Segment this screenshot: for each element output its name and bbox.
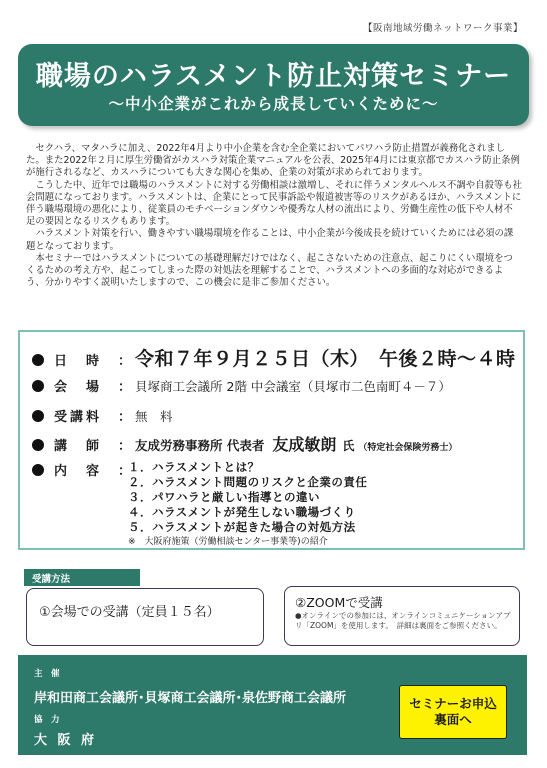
apply-button-line1: セミナーお申込 <box>409 696 497 711</box>
colon: ： <box>118 380 132 395</box>
venue-row <box>32 376 451 395</box>
venue-attendance-option <box>26 588 264 646</box>
zoom-attendance-option <box>284 586 520 646</box>
venue-value: 貝塚商工会議所 2階 中会議室（貝塚市二色南町４－７） <box>135 379 451 394</box>
apply-button-line2: 裏面へ <box>434 712 472 727</box>
venue-option-label: ①会場での受講（定員１５名） <box>39 605 220 620</box>
seminar-details <box>18 330 525 550</box>
page-title: 職場のハラスメント防止対策セミナー <box>35 61 512 92</box>
footer <box>18 655 527 755</box>
method-heading: 受講方法 <box>24 569 140 586</box>
intro-paragraph: ハラスメント対策を行い、働きやすい職場環境を作ることは、中小企業が今後成長を続けていくためには必須の課題となっております。 <box>26 228 514 252</box>
cooperation-label: 協 力 <box>34 715 60 725</box>
bullet-icon <box>32 464 44 476</box>
intro-paragraph: こうした中、近年では職場のハラスメントに対する労働相談は激増し、それに伴うメンタルヘルス不調や自殺等も社会問題になっております。ハラスメントは、企業にとって民事訴訟や報道被害等のリスクがあるほか、ハラスメントに伴う職場環境の悪化により、従業員のモチベーションダウンや優秀な人材の流出により、労働生産性の低下や人材不足の要因となるリスクもあります。 <box>26 179 522 228</box>
list-item: ３．パワハラと厳しい指導との違い <box>128 490 320 504</box>
lecturer-label: 講 師 <box>54 439 103 454</box>
date-row <box>32 344 516 371</box>
content-list <box>128 460 367 549</box>
fee-row <box>32 406 173 425</box>
colon: ： <box>118 464 132 479</box>
zoom-option-label: ②ZOOMで受講 <box>295 595 383 610</box>
host-organizations: 岸和田商工会議所･貝塚商工会議所･泉佐野商工会議所 <box>34 691 347 706</box>
lecturer-honorific: 氏 <box>342 439 355 453</box>
lecturer-title: （特定社会保険労務士） <box>358 443 458 453</box>
list-item: ５．ハラスメントが起きた場合の対処方法 <box>128 520 356 534</box>
intro-paragraph: 本セミナーではハラスメントについての基礎理解だけではなく、起こさないための注意点、起こりにくい環境をつくるための考え方や、起こってしまった際の対処法を理解することで、ハラスメントへの多面的な対応ができるよう、分かりやすく説明いたしますので、この機会に是非ご参加ください。 <box>26 252 513 289</box>
list-item: １．ハラスメントとは？ <box>128 460 260 474</box>
host-label: 主 催 <box>34 669 60 679</box>
apply-button[interactable] <box>399 685 507 739</box>
date-label: 日 時 <box>54 354 103 369</box>
content-label: 内 容 <box>54 464 103 479</box>
colon: ： <box>118 439 132 454</box>
lecturer-row <box>32 432 457 455</box>
colon: ： <box>118 410 132 425</box>
fee-label: 受講料 <box>54 410 103 425</box>
content-row <box>32 460 135 479</box>
lecturer-name: 友成敏朗 <box>272 435 337 454</box>
lecturer-office: 友成労務事務所 代表者 <box>135 438 265 453</box>
cooperation-organization: 大 阪 府 <box>34 733 98 748</box>
intro-text <box>26 143 522 289</box>
list-item: ４．ハラスメントが発生しない職場づくり <box>128 505 356 519</box>
bullet-icon <box>32 410 44 422</box>
zoom-option-note: ●オンラインでの参加には、オンラインコミュニケーションアプリ「ZOOM」を使用します。 詳細は裏面をご参照ください。 <box>295 611 511 630</box>
bullet-icon <box>32 354 44 366</box>
bullet-icon <box>32 380 44 392</box>
page-subtitle: ～中小企業がこれから成長していくために～ <box>108 95 439 113</box>
bullet-icon <box>32 439 44 451</box>
date-value: 令和７年９月２５日（木） 午後２時～４時 <box>135 348 516 370</box>
content-note: ※ 大阪府施策（労働相談センター事業等)の紹介 <box>128 537 328 547</box>
fee-value: 無 料 <box>135 409 173 424</box>
colon: ： <box>118 354 132 369</box>
venue-label: 会 場 <box>54 380 103 395</box>
title-banner <box>18 44 529 126</box>
list-item: ２．ハラスメント問題のリスクと企業の責任 <box>128 475 368 489</box>
intro-paragraph: セクハラ、マタハラに加え、2022年4月より中小企業を含む全企業においてパワハラ防止措置が義務化されました。また2022年２月に厚生労働省がカスハラ対策企業マニュアルを公表、2025年4月には東京都でカスハラ防止条例が施行されるなど、カスハラについても大きな関心を集め、企業の対策が求められております。 <box>26 143 520 179</box>
organizer-tag: 【阪南地域労働ネットワーク事業】 <box>362 23 523 34</box>
